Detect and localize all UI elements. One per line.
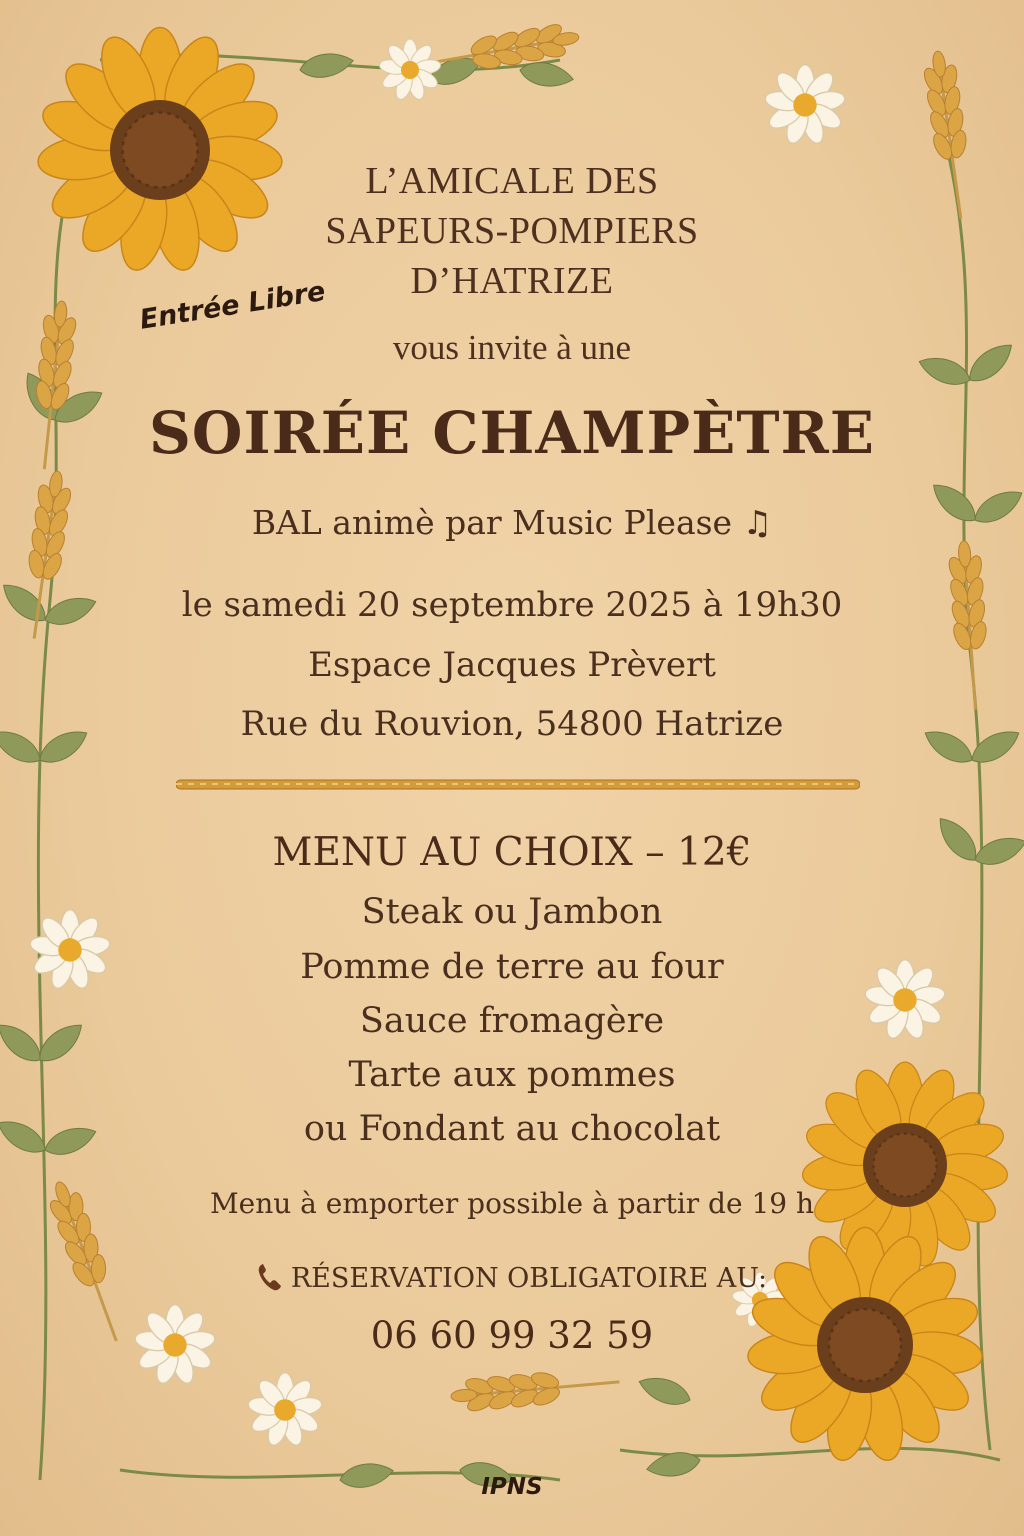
event-date: le samedi 20 septembre 2025 à 19h30 — [181, 585, 843, 625]
reservation-label — [0, 1262, 1024, 1292]
event-venue: Espace Jacques Prèvert — [308, 645, 716, 685]
reservation-text: RÉSERVATION OBLIGATOIRE AU: — [290, 1263, 768, 1294]
phone-number: 06 60 99 32 59 — [370, 1314, 654, 1357]
event-title: SOIRÉE CHAMPÈTRE — [149, 399, 875, 467]
rope-divider — [176, 775, 860, 793]
event-address: Rue du Rouvion, 54800 Hatrize — [240, 704, 784, 744]
organizer-line-1: L’AMICALE DES — [365, 160, 659, 202]
menu-title: MENU AU CHOIX – 12€ — [272, 830, 752, 875]
menu-item: Pomme de terre au four — [300, 947, 724, 987]
organizer-line-3: D’HATRIZE — [410, 260, 614, 302]
menu-item: Steak ou Jambon — [361, 892, 663, 932]
menu-item: ou Fondant au chocolat — [303, 1109, 721, 1149]
free-entry-badge: Entrée Libre — [137, 275, 328, 336]
takeaway-note: Menu à emporter possible à partir de 19 h — [209, 1187, 815, 1220]
event-subtitle: BAL animè par Music Please ♫ — [251, 503, 773, 542]
ipns-mention: IPNS — [481, 1474, 543, 1500]
menu-item: Tarte aux pommes — [348, 1055, 676, 1095]
phone-icon — [257, 1262, 283, 1292]
menu-item: Sauce fromagère — [359, 1001, 665, 1041]
invite-text: vous invite à une — [392, 328, 632, 367]
organizer-line-2: SAPEURS-POMPIERS — [325, 210, 699, 252]
